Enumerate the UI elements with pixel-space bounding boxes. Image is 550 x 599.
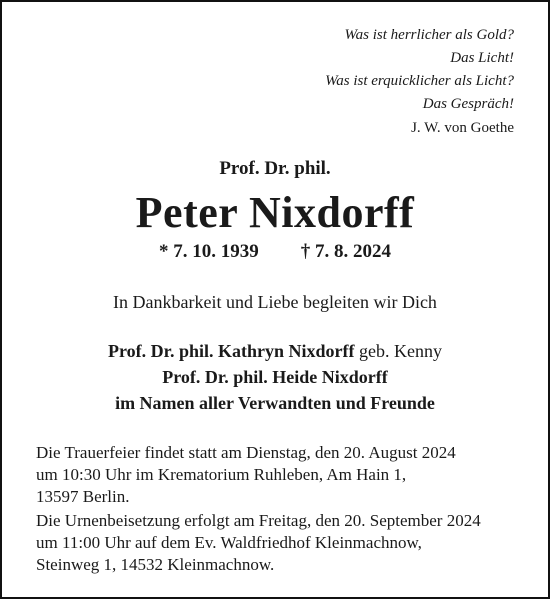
quote-line: Was ist herrlicher als Gold? xyxy=(344,27,514,43)
birth-date: * 7. 10. 1939 xyxy=(159,241,259,262)
announcement-line: Steinweg 1, 14532 Kleinmachnow. xyxy=(36,555,275,574)
life-dates xyxy=(2,239,548,265)
mourner-name-text: im Namen aller Verwandten und Freunde xyxy=(115,393,435,413)
funeral-service-info xyxy=(36,442,526,508)
mourner-name xyxy=(2,338,548,364)
mourner-family-line xyxy=(2,390,548,416)
deceased-name: Peter Nixdorff xyxy=(135,188,415,237)
announcement-line: um 11:00 Uhr auf dem Ev. Waldfriedhof Kleinmachnow, xyxy=(36,533,422,552)
announcement-line: 13597 Berlin. xyxy=(36,487,130,506)
announcement-line: Die Urnenbeisetzung erfolgt am Freitag, den 20. September 2024 xyxy=(36,511,481,530)
deceased-header xyxy=(2,156,548,265)
mourner-name-text: Prof. Dr. phil. Kathryn Nixdorff xyxy=(108,341,355,361)
urn-burial-info xyxy=(36,510,526,576)
announcement-line: Die Trauerfeier findet statt am Dienstag, den 20. August 2024 xyxy=(36,443,456,462)
quote-line: Was ist erquicklicher als Licht? xyxy=(325,73,514,89)
dedication-text: In Dankbarkeit und Liebe begleiten wir Dich xyxy=(113,292,437,312)
announcement-line: um 10:30 Uhr im Krematorium Ruhleben, Am Hain 1, xyxy=(36,465,407,484)
quote-line: Das Licht! xyxy=(450,50,514,66)
service-announcements xyxy=(36,442,526,578)
quote-line: Das Gespräch! xyxy=(422,96,514,112)
mourners-list xyxy=(2,338,548,416)
quote-author: J. W. von Goethe xyxy=(411,120,514,136)
mourner-maiden-name: geb. Kenny xyxy=(354,341,442,361)
deceased-title: Prof. Dr. phil. xyxy=(219,158,331,179)
goethe-quote xyxy=(325,24,514,140)
mourner-name xyxy=(2,364,548,390)
mourner-name-text: Prof. Dr. phil. Heide Nixdorff xyxy=(162,367,388,387)
death-date: † 7. 8. 2024 xyxy=(300,241,391,262)
